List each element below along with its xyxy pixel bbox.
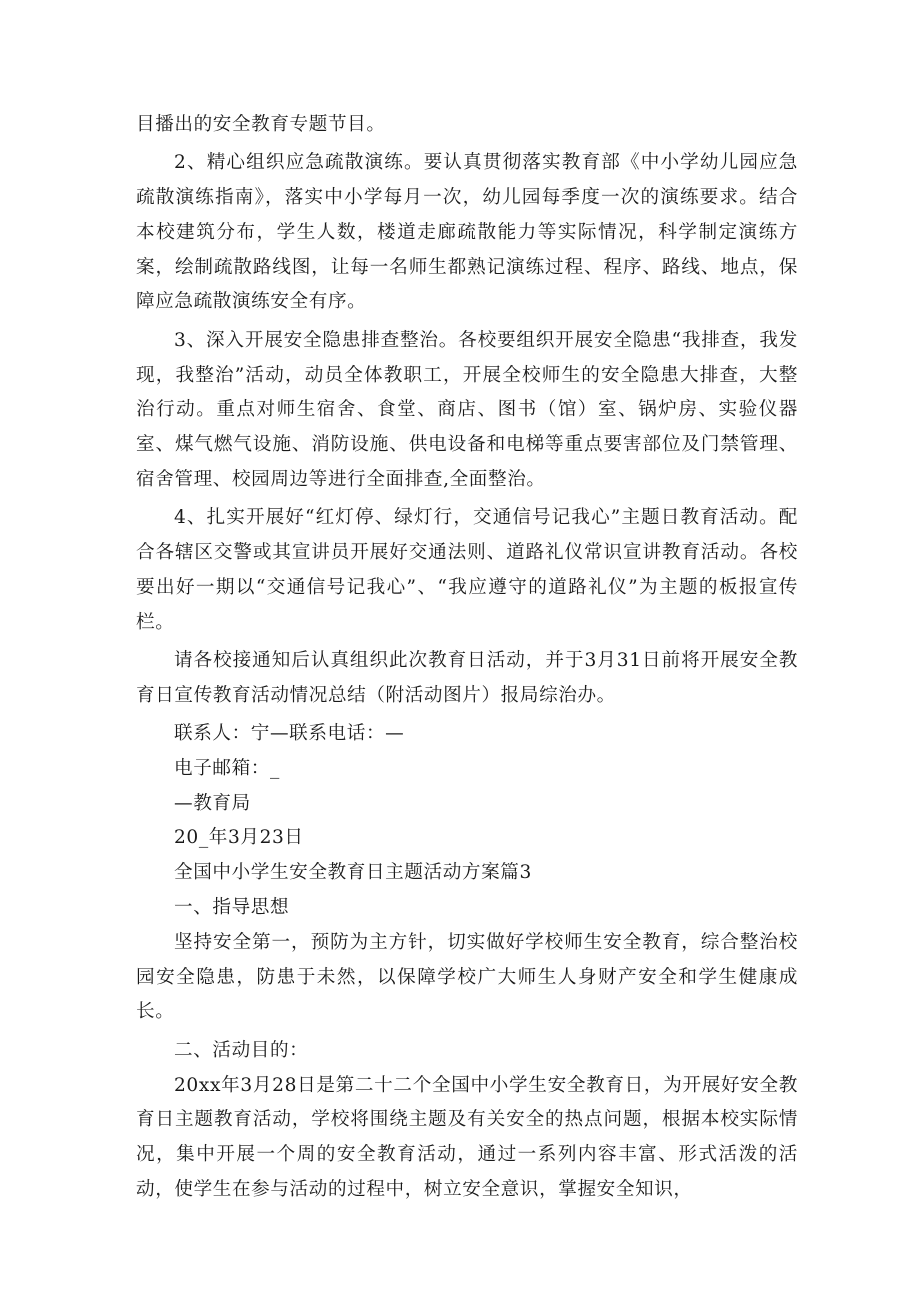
issuer-line: —教育局 bbox=[174, 792, 251, 814]
paragraph-traffic-education: 4、扎实开展好“红灯停、绿灯行，交通信号记我心”主题日教育活动。配合各辖区交警或其宣讲员开展好交通法则、道路礼仪常识宣讲教育活动。各校要出好一期以“交通信号记我心”、“我应遵守的道路礼仪”为主题的板报宣传栏。 bbox=[136, 507, 798, 633]
email-line: 电子邮箱：_ bbox=[174, 757, 280, 779]
paragraph-continuation: 目播出的安全教育专题节目。 bbox=[136, 114, 386, 135]
document-body bbox=[136, 108, 798, 1211]
contact-line: 联系人：宁—联系电话：— bbox=[174, 723, 405, 745]
heading-guiding-ideology: 一、指导思想 bbox=[174, 897, 290, 919]
section-title-plan-3: 全国中小学生安全教育日主题活动方案篇3 bbox=[174, 862, 532, 884]
date-line: 20_年3月23日 bbox=[174, 827, 304, 849]
paragraph-evacuation-drill: 2、精心组织应急疏散演练。要认真贯彻落实教育部《中小学幼儿园应急疏散演练指南》，落实中小学每月一次，幼儿园每季度一次的演练要求。结合本校建筑分布，学生人数，楼道走廊疏散能力等实际情况，科学制定演练方案，绘制疏散路线图，让每一名师生都熟记演练过程、程序、路线、地点，保障应急疏散演练安全有序。 bbox=[136, 152, 798, 313]
paragraph-guiding-ideology: 坚持安全第一，预防为主方针，切实做好学校师生安全教育，综合整治校园安全隐患，防患于未然，以保障学校广大师生人身财产安全和学生健康成长。 bbox=[136, 931, 798, 1023]
paragraph-activity-purpose: 20xx年3月28日是第二十二个全国中小学生安全教育日，为开展好安全教育日主题教育活动，学校将围绕主题及有关安全的热点问题，根据本校实际情况，集中开展一个周的安全教育活动，通过一系列内容丰富、形式活泼的活动，使学生在参与活动的过程中，树立安全意识，掌握安全知识， bbox=[136, 1074, 798, 1200]
heading-activity-purpose: 二、活动目的： bbox=[174, 1039, 309, 1061]
paragraph-notice-request: 请各校接通知后认真组织此次教育日活动，并于3月31日前将开展安全教育日宣传教育活动情况总结（附活动图片）报局综治办。 bbox=[136, 649, 798, 706]
paragraph-hazard-inspection: 3、深入开展安全隐患排查整治。各校要组织开展安全隐患“我排查，我发现，我整治”活动，动员全体教职工，开展全校师生的安全隐患大排查，大整治行动。重点对师生宿舍、食堂、商店、图书（馆）室、锅炉房、实验仪器室、煤气燃气设施、消防设施、供电设备和电梯等重点要害部位及门禁管理、宿舍管理、校园周边等进行全面排查,全面整治。 bbox=[136, 329, 798, 490]
